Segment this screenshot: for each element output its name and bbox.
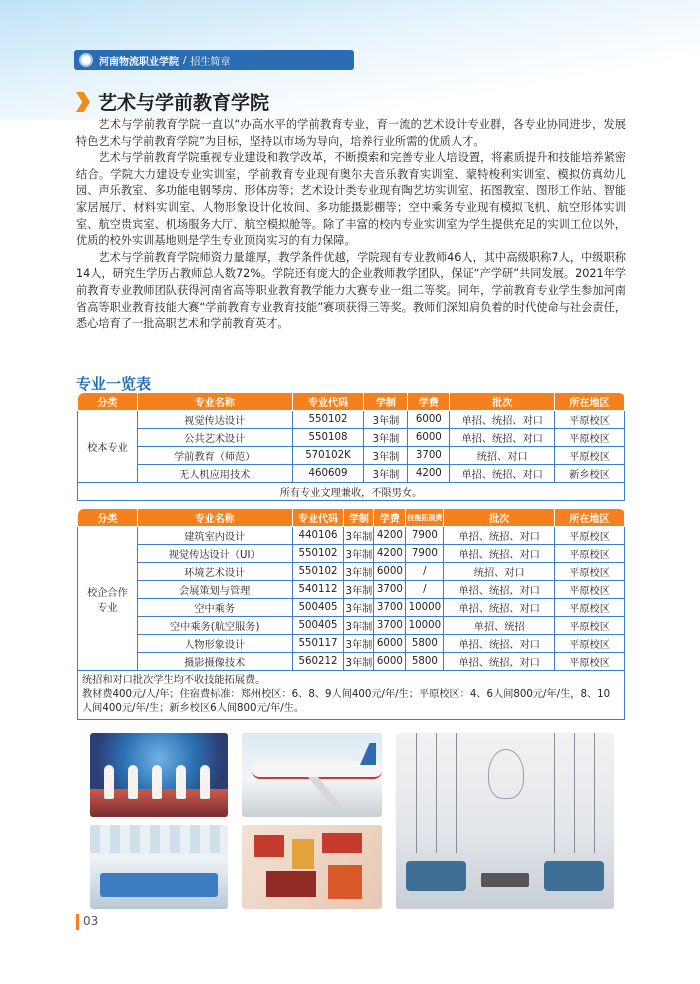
- dance-performance-photo: [90, 733, 228, 817]
- training-classroom-photo: [90, 825, 228, 909]
- artwork-card: [266, 871, 316, 897]
- sofa-shape: [544, 861, 604, 891]
- table-cell: 5800: [406, 635, 444, 653]
- artwork-card: [254, 835, 284, 857]
- table-cell: 3年制: [344, 653, 374, 671]
- table-cell: 4200: [374, 545, 406, 563]
- boarding-stairs-shape: [308, 777, 342, 807]
- column-header: 技能拓展费: [406, 509, 444, 527]
- table-cell: 3年制: [344, 527, 374, 545]
- table-cell: 3年制: [364, 465, 408, 483]
- table-cell: 统招、对口: [444, 563, 555, 581]
- table-cell: 建筑室内设计: [137, 527, 292, 545]
- table-cell: 500405: [292, 599, 344, 617]
- table-cell: 单招、统招: [444, 617, 555, 635]
- table-header-row: [78, 509, 625, 527]
- paragraph: 艺术与学前教育学院重视专业建设和教学改革，不断摸索和完善专业人培设置，将素质提升和技能培养紧密结合。学院大力建设专业实训室，学前教育专业现有奥尔夫音乐教育实训室、蒙特梭利实训室、模拟仿真幼儿园、声乐教室、多功能电钢琴房、形体房等；艺术设计类专业现有陶艺坊实训室、拓图教室、图形工作站、智能家居展厅、材料实训室、人物形象设计化妆间、多功能摄影棚等；空中乘务专业现有模拟飞机、航空形体实训室、航空贵宾室、机场服务大厅、航空模拟舱等。除了丰富的校内专业实训室为学生提供充足的实训工位以外，优质的校外实训基地则是学生专业顶岗实习的有力保障。: [76, 151, 626, 248]
- table-row: [78, 617, 625, 635]
- table-row: [78, 563, 625, 581]
- table-cell: 空中乘务: [137, 599, 292, 617]
- category-cell: 校本专业: [78, 411, 138, 483]
- table-cell: 3700: [374, 581, 406, 599]
- table-cell: 平原校区: [555, 653, 625, 671]
- column-header: 分类: [78, 509, 138, 527]
- school-logo-icon: [79, 53, 93, 67]
- table-cell: 平原校区: [555, 599, 625, 617]
- table-cell: 7900: [406, 545, 444, 563]
- table-cell: 5800: [406, 653, 444, 671]
- school-name: 河南物流职业学院: [99, 56, 179, 68]
- table-row: [78, 411, 625, 429]
- table-cell: 平原校区: [555, 545, 625, 563]
- table-cell: 440106: [292, 527, 344, 545]
- table-cell: 6000: [408, 429, 450, 447]
- divider-line: [594, 733, 595, 853]
- page-number-bar: [76, 914, 79, 930]
- header-bar: [74, 50, 354, 70]
- aircraft-training-photo: [242, 733, 382, 817]
- table-cell: 平原校区: [555, 563, 625, 581]
- table-cell: 570102K: [292, 447, 364, 465]
- dancer-figure: [200, 765, 210, 799]
- dancer-figure: [152, 765, 162, 799]
- table-cell: 3年制: [344, 635, 374, 653]
- table-cell: 3年制: [364, 411, 408, 429]
- column-header: 专业名称: [137, 393, 292, 411]
- table-cell: 单招、统招、对口: [444, 581, 555, 599]
- table-cell: 4200: [408, 465, 450, 483]
- table-cell: 550117: [292, 635, 344, 653]
- table-cell: 550102: [292, 411, 364, 429]
- table-cell: 10000: [406, 617, 444, 635]
- table-row: [78, 599, 625, 617]
- sofa-shape: [406, 861, 466, 891]
- table-cell: 视觉传达设计（UI）: [137, 545, 292, 563]
- major-list-title: 专业一览表: [76, 375, 152, 393]
- table-cell: 540112: [292, 581, 344, 599]
- column-header: 专业代码: [292, 509, 344, 527]
- table-cell: 500405: [292, 617, 344, 635]
- category-cell: 校企合作专业: [78, 527, 138, 671]
- coffee-table-shape: [481, 873, 529, 887]
- artwork-card: [292, 839, 314, 869]
- table-cell: 单招、统招、对口: [444, 635, 555, 653]
- interior-design-photo: [396, 733, 614, 909]
- table-note: [78, 671, 625, 720]
- column-header: 批次: [450, 393, 555, 411]
- column-header: 专业名称: [137, 509, 292, 527]
- divider-line: [436, 733, 437, 853]
- table-cell: 空中乘务(航空服务): [137, 617, 292, 635]
- table-cell: 平原校区: [555, 635, 625, 653]
- table-cell: 单招、统招、对口: [444, 599, 555, 617]
- section-body: [76, 117, 626, 333]
- table-cell: 单招、统招、对口: [444, 653, 555, 671]
- design-works-photo: [242, 825, 382, 909]
- table-cell: 6000: [374, 635, 406, 653]
- table-cell: 统招、对口: [450, 447, 555, 465]
- table-row: [78, 653, 625, 671]
- paragraph: 艺术与学前教育学院一直以“办高水平的学前教育专业，育一流的艺术设计专业群，各专业协同进步，发展特色艺术与学前教育学院”为目标，坚持以市场为导向，培养行业所需的优质人才。: [76, 118, 626, 148]
- divider-line: [554, 733, 555, 853]
- table-cell: 3年制: [344, 617, 374, 635]
- table-row: [78, 527, 625, 545]
- table-cell: 10000: [406, 599, 444, 617]
- table-cell: /: [406, 581, 444, 599]
- table-cell: 3年制: [344, 599, 374, 617]
- table-cell: 560212: [292, 653, 344, 671]
- table-note-row: [78, 483, 625, 501]
- column-header: 所在地区: [555, 393, 625, 411]
- column-header: 所在地区: [555, 509, 625, 527]
- table-cell: 无人机应用技术: [137, 465, 292, 483]
- paragraph: 艺术与学前教育学院师资力量雄厚，教学条件优越，学院现有专业教师46人，其中高级职称7人，中级职称14人，研究生学历占教师总人数72%。学院还有庞大的企业教师教学团队，保证“产学研”共同发展。2021年学前教育专业教师团队获得河南省高等职业教育教学能力大赛专业一组二等奖。同年，学前教育专业学生参加河南省高等职业教育技能大赛“学前教育专业教育技能”赛项获得三等奖。教师们深知肩负着的时代使命与社会责任，悉心培育了一批高职艺术和学前教育英才。: [76, 250, 626, 331]
- majors-table-school: [77, 392, 625, 501]
- table-cell: 公共艺术设计: [137, 429, 292, 447]
- note-line: 统招和对口批次学生均不收技能拓展费。: [82, 675, 266, 686]
- divider-line: [574, 733, 575, 853]
- table-cell: 视觉传达设计: [137, 411, 292, 429]
- table-cell: /: [406, 563, 444, 581]
- table-cell: 3年制: [344, 581, 374, 599]
- table-header-row: [78, 393, 625, 411]
- header-subtitle: 招生简章: [190, 56, 231, 68]
- table-cell: 单招、统招、对口: [444, 527, 555, 545]
- table-cell: 3年制: [344, 563, 374, 581]
- column-header: 专业代码: [292, 393, 364, 411]
- table-cell: 单招、统招、对口: [450, 465, 555, 483]
- table-cell: 3700: [374, 599, 406, 617]
- table-cell: 摄影摄像技术: [137, 653, 292, 671]
- table-cell: 550102: [292, 563, 344, 581]
- dancer-figure: [128, 765, 138, 799]
- column-header: 学制: [364, 393, 408, 411]
- section-title: 艺术与学前教育学院: [98, 92, 270, 114]
- table-cell: 新乡校区: [555, 465, 625, 483]
- table-cell: 单招、统招、对口: [450, 411, 555, 429]
- table-cell: 单招、统招、对口: [450, 429, 555, 447]
- column-header: 学制: [344, 509, 374, 527]
- lamp-shape: [488, 749, 524, 799]
- column-header: 批次: [444, 509, 555, 527]
- table-row: [78, 581, 625, 599]
- table-cell: 人物形象设计: [137, 635, 292, 653]
- table-note: 所有专业文理兼收，不限男女。: [78, 483, 625, 501]
- table-row: [78, 429, 625, 447]
- table-cell: 环境艺术设计: [137, 563, 292, 581]
- table-cell: 平原校区: [555, 527, 625, 545]
- table-cell: 3年制: [344, 545, 374, 563]
- table-row: [78, 635, 625, 653]
- divider-line: [456, 733, 457, 853]
- column-header: 学费: [374, 509, 406, 527]
- table-cell: 550108: [292, 429, 364, 447]
- table-cell: 单招、统招、对口: [444, 545, 555, 563]
- table-cell: 3700: [408, 447, 450, 465]
- page-number: 03: [83, 914, 99, 928]
- table-cell: 3年制: [364, 447, 408, 465]
- majors-table-cooperative: [77, 508, 625, 720]
- table-row: [78, 465, 625, 483]
- header-separator: /: [183, 54, 187, 66]
- table-cell: 会展策划与管理: [137, 581, 292, 599]
- table-cell: 3700: [374, 617, 406, 635]
- table-cell: 平原校区: [555, 411, 625, 429]
- ceiling-shape: [90, 825, 228, 853]
- desk-shape: [100, 873, 218, 897]
- table-cell: 6000: [374, 563, 406, 581]
- table-cell: 6000: [374, 653, 406, 671]
- table-cell: 460609: [292, 465, 364, 483]
- table-note-row: [78, 671, 625, 720]
- artwork-card: [322, 833, 362, 853]
- plane-tail-shape: [360, 743, 376, 765]
- table-cell: 7900: [406, 527, 444, 545]
- column-header: 学费: [408, 393, 450, 411]
- table-row: [78, 447, 625, 465]
- table-cell: 6000: [408, 411, 450, 429]
- table-cell: 学前教育（师范）: [137, 447, 292, 465]
- table-cell: 550102: [292, 545, 344, 563]
- table-cell: 3年制: [364, 429, 408, 447]
- table-row: [78, 545, 625, 563]
- divider-line: [416, 733, 417, 853]
- note-line: 教材费400元/人/年；住宿费标准：郑州校区：6、8、9人间400元/年/生；平原校区：4、6人间800元/年/生，8、10人间400元/年/生；新乡校区6人间800元/年/生。: [82, 689, 611, 714]
- table-cell: 平原校区: [555, 581, 625, 599]
- table-cell: 平原校区: [555, 429, 625, 447]
- table-cell: 4200: [374, 527, 406, 545]
- dancer-figure: [104, 765, 114, 799]
- dancer-figure: [176, 765, 186, 799]
- column-header: 分类: [78, 393, 138, 411]
- table-cell: 平原校区: [555, 617, 625, 635]
- table-cell: 平原校区: [555, 447, 625, 465]
- artwork-card: [328, 865, 362, 899]
